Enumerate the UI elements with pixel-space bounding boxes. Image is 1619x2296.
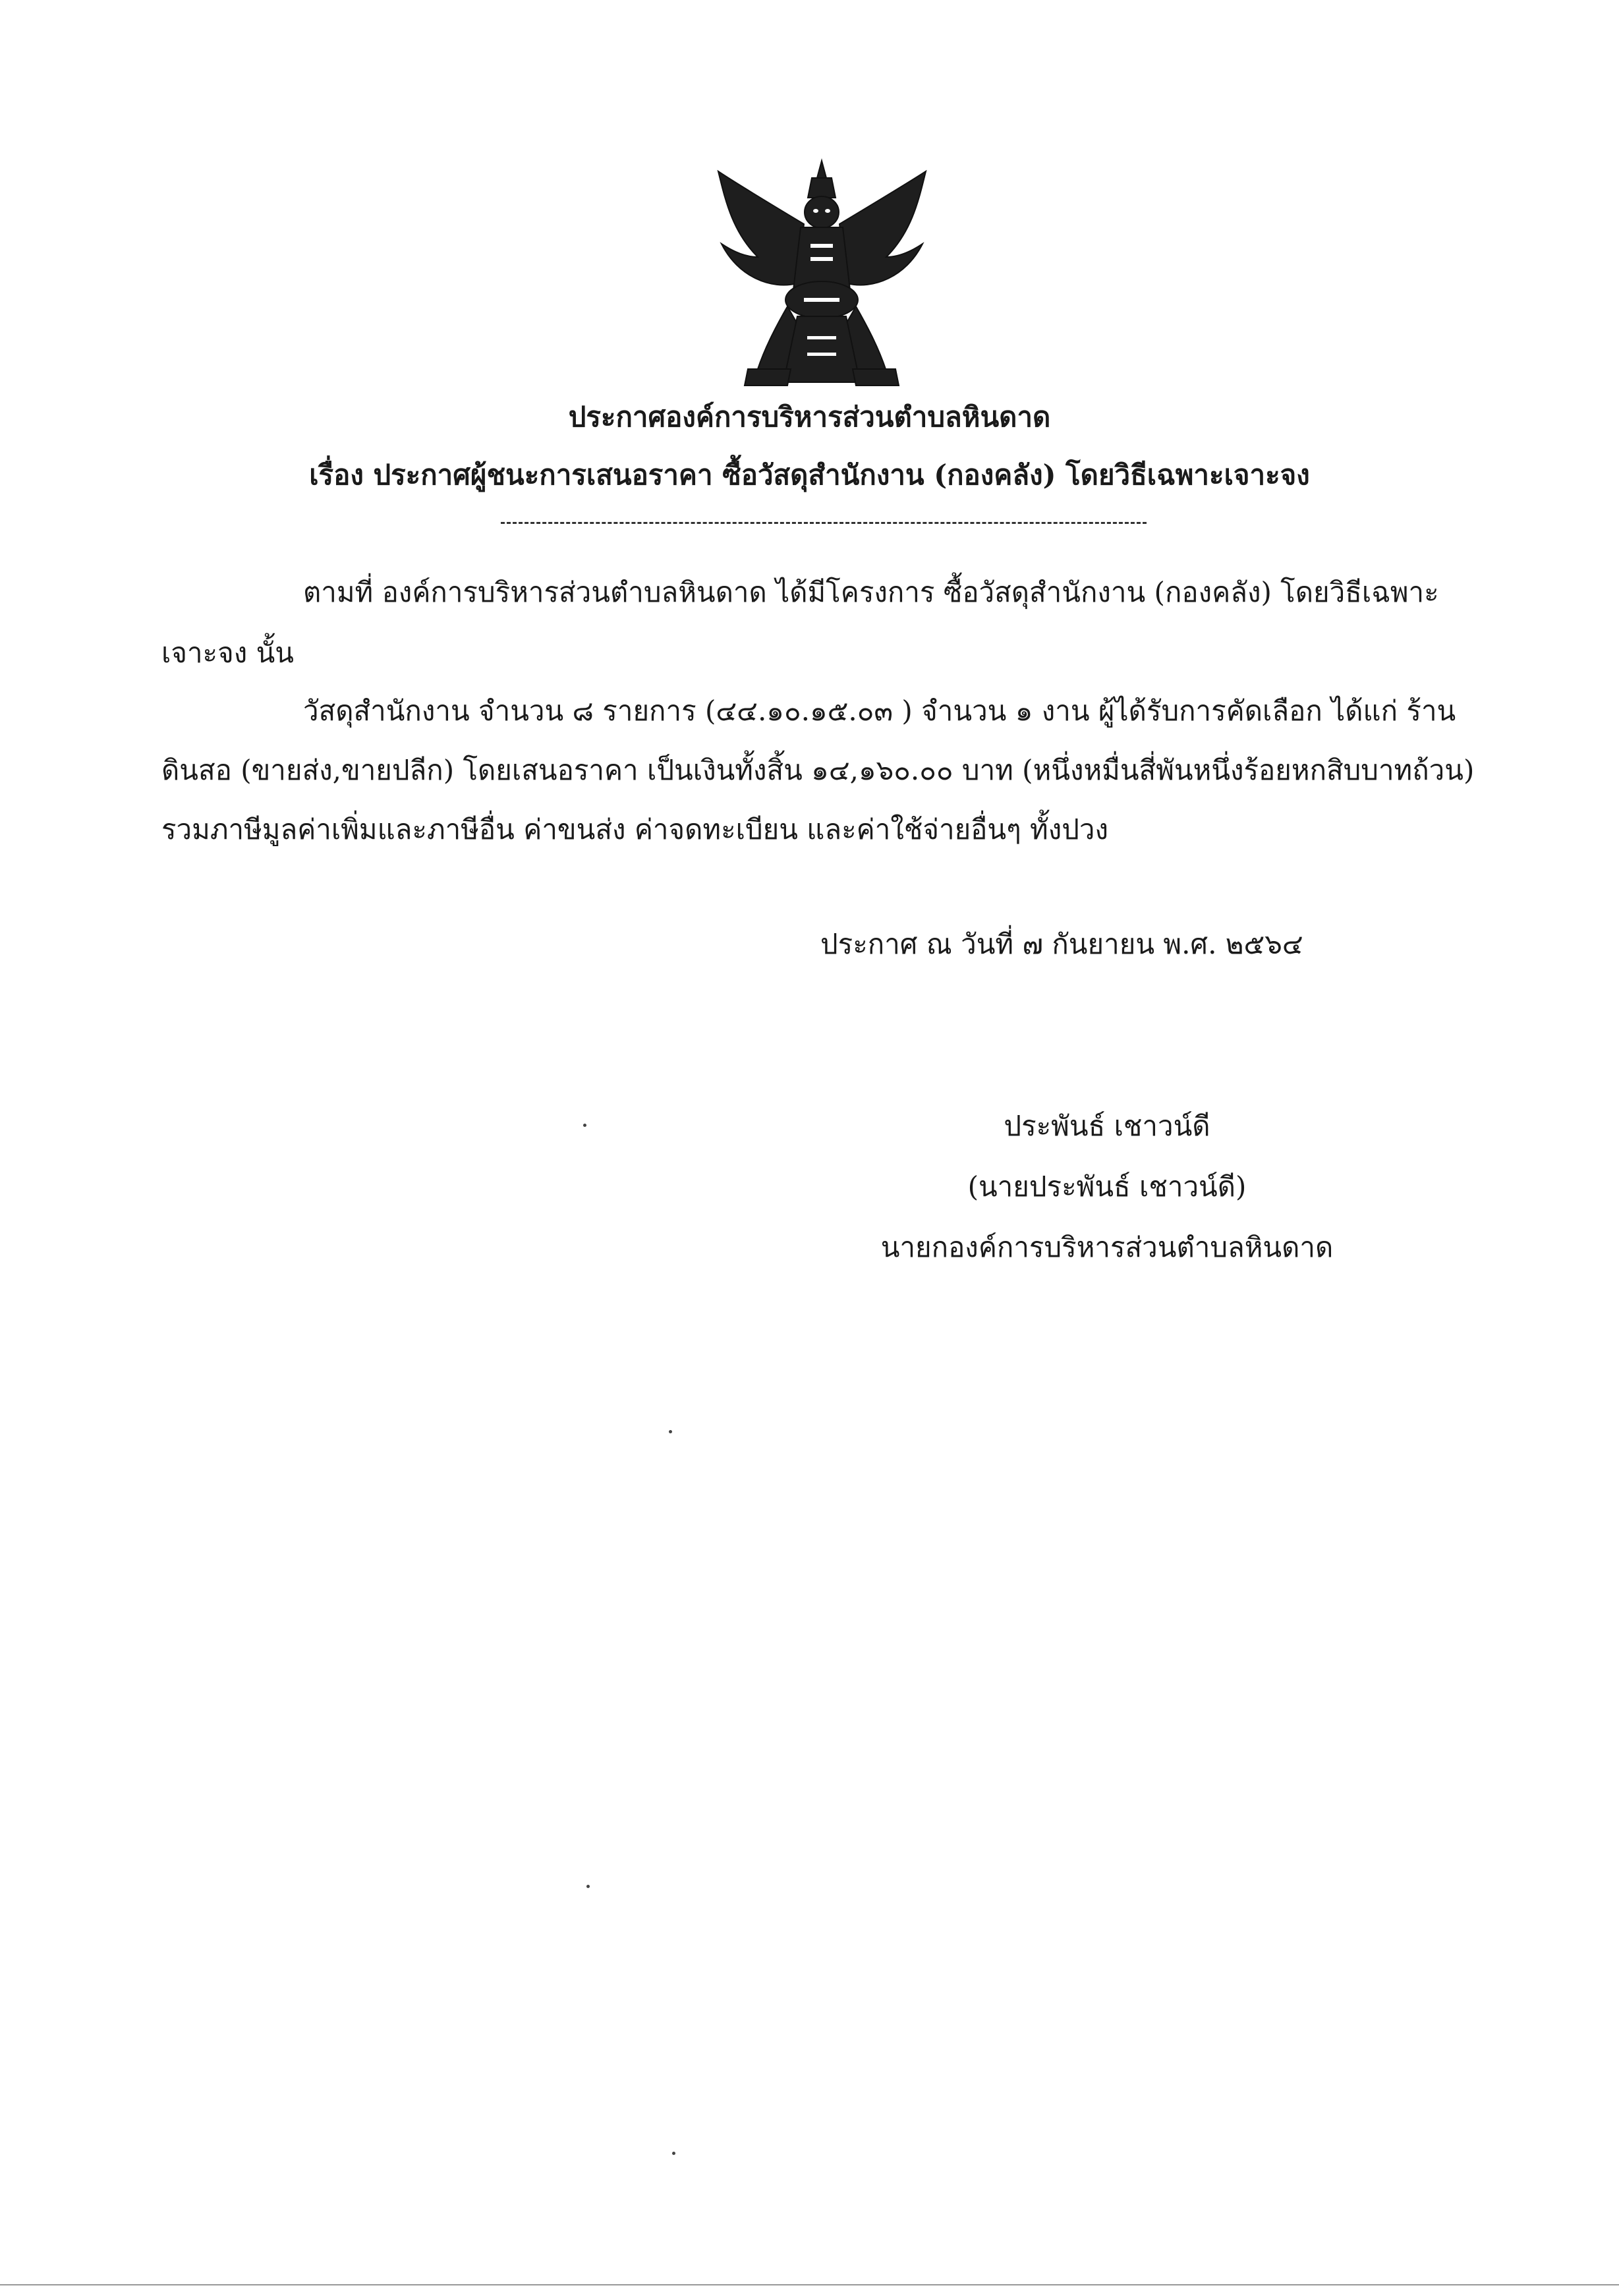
page-bottom-edge: [0, 2284, 1619, 2285]
signature-position: นายกองค์การบริหารส่วนตำบลหินดาด: [880, 1231, 1334, 1263]
announcement-date: ประกาศ ณ วันที่ ๗ กันยายน พ.ศ. ๒๕๖๔: [820, 928, 1303, 960]
garuda-emblem-icon: [712, 158, 932, 395]
paragraph-2-line-1: วัสดุสำนักงาน จำนวน ๘ รายการ (๔๔.๑๐.๑๕.๐๓ ) จำนวน ๑ งาน ผู้ได้รับการคัดเลือก ได้แก่ ร้าน: [303, 695, 1456, 727]
signature-full-name: (นายประพันธ์ เชาวน์ดี): [967, 1170, 1247, 1203]
scan-speck: [669, 1430, 672, 1433]
paragraph-2-line-2: ดินสอ (ขายส่ง,ขายปลีก) โดยเสนอราคา เป็นเงินทั้งสิ้น ๑๔,๑๖๐.๐๐ บาท (หนึ่งหมื่นสี่พันหนึ่งร้อยหกสิบบาทถ้วน): [161, 754, 1475, 786]
paragraph-1-line-2: เจาะจง นั้น: [161, 637, 294, 669]
paragraph-1-line-1: ตามที่ องค์การบริหารส่วนตำบลหินดาด ได้มีโครงการ ซื้อวัสดุสำนักงาน (กองคลัง) โดยวิธีเฉพาะ: [303, 576, 1439, 608]
paragraph-2-line-3: รวมภาษีมูลค่าเพิ่มและภาษีอื่น ค่าขนส่ง ค่าจดทะเบียน และค่าใช้จ่ายอื่นๆ ทั้งปวง: [161, 813, 1108, 846]
scan-speck: [586, 1885, 590, 1888]
signature-name: ประพันธ์ เชาวน์ดี: [1004, 1110, 1210, 1142]
announcement-title: ประกาศองค์การบริหารส่วนตำบลหินดาด: [568, 401, 1051, 433]
scan-speck: [672, 2152, 675, 2155]
announcement-subject: เรื่อง ประกาศผู้ชนะการเสนอราคา ซื้อวัสดุสำนักงาน (กองคลัง) โดยวิธีเฉพาะเจาะจง: [309, 459, 1310, 491]
dashed-divider: [501, 522, 1147, 524]
scan-speck: [583, 1124, 586, 1127]
